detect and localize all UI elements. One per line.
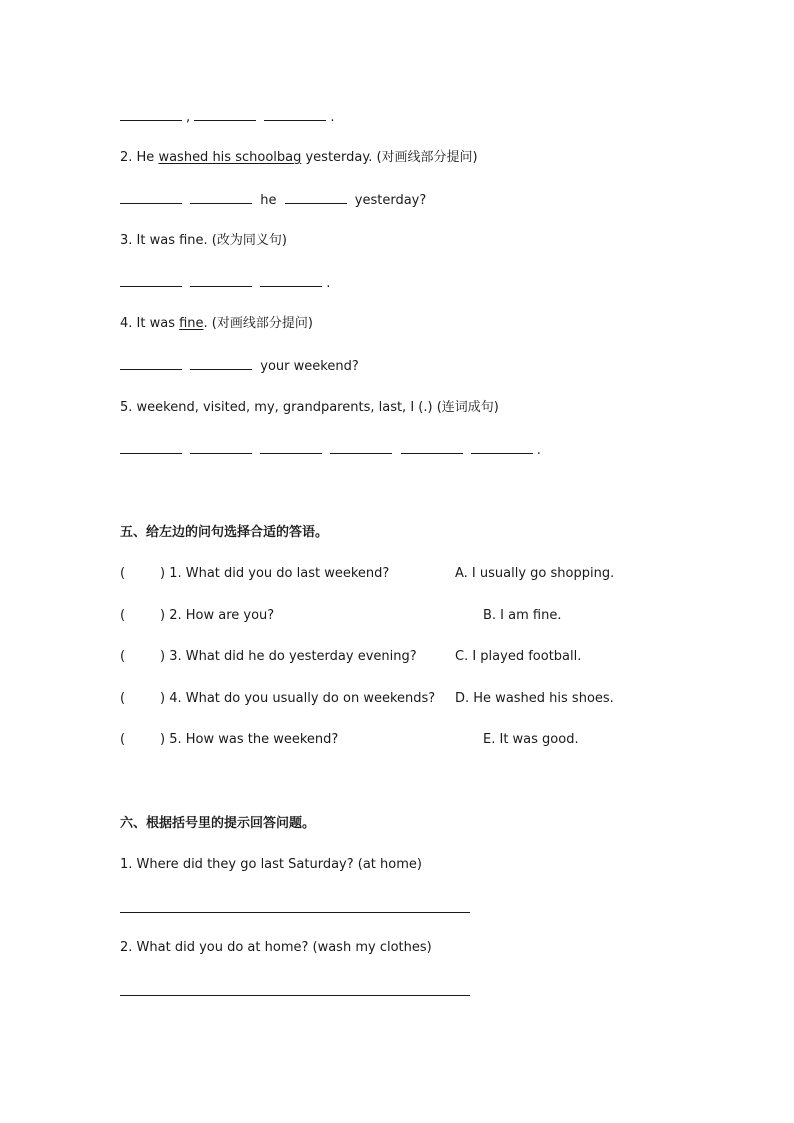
q2-prompt [120,149,478,167]
blank[interactable] [120,441,182,454]
match-option: C. I played football. [455,649,582,664]
section6-heading: 六、根据括号里的提示回答问题。 [120,816,316,831]
match-question: ) 1. What did you do last weekend? [160,566,390,581]
q2-rest: yesterday. (对画线部分提问) [301,150,478,165]
q5-prompt: 5. weekend, visited, my, grandparents, last, I (.) (连词成句) [120,400,499,415]
s6-q1: 1. Where did they go last Saturday? (at home) [120,857,422,872]
blank[interactable] [260,274,322,287]
blank[interactable] [120,274,182,287]
match-option: A. I usually go shopping. [455,566,615,581]
q4-answer-line [120,357,359,376]
answer-paren[interactable]: ( [120,608,126,623]
answer-paren[interactable]: ( [120,649,126,664]
match-row [120,690,435,708]
blank[interactable] [120,108,182,121]
q2-answer-line [120,191,426,210]
blank[interactable] [194,108,256,121]
answer-line[interactable] [120,912,470,913]
blank[interactable] [471,441,533,454]
q2-num: 2. He [120,150,159,165]
answer-paren[interactable]: ( [120,566,126,581]
blank[interactable] [401,441,463,454]
match-row [120,607,274,625]
period: . [330,110,335,125]
blank[interactable] [264,108,326,121]
section5-heading: 五、给左边的问句选择合适的答语。 [120,525,329,540]
blank[interactable] [190,441,252,454]
q3-prompt: 3. It was fine. (改为同义句) [120,233,287,248]
blank[interactable] [120,191,182,204]
q4-prompt [120,315,313,333]
blank[interactable] [260,441,322,454]
comma: , [186,110,191,125]
match-option: B. I am fine. [483,608,562,623]
period: . [536,443,541,458]
blank[interactable] [285,191,347,204]
blank[interactable] [120,357,182,370]
q1-answer-line [120,108,335,127]
answer-line[interactable] [120,995,470,996]
q4-answer-end: your weekend? [256,359,359,374]
s6-q2: 2. What did you do at home? (wash my clothes) [120,940,432,955]
match-option: E. It was good. [483,732,579,747]
match-question: ) 5. How was the weekend? [160,732,339,747]
match-question: ) 4. What do you usually do on weekends? [160,691,436,706]
q2-underlined: washed his schoolbag [158,150,302,165]
q4-num: 4. It was [120,316,180,331]
q2-answer-end: yesterday? [350,193,427,208]
match-row [120,565,389,583]
q5-answer-line [120,441,541,460]
answer-paren[interactable]: ( [120,691,126,706]
match-question: ) 2. How are you? [160,608,275,623]
blank[interactable] [190,191,252,204]
match-row [120,648,417,666]
q4-underlined: fine [179,316,204,331]
blank[interactable] [190,274,252,287]
blank[interactable] [190,357,252,370]
q2-answer-mid: he [256,193,281,208]
q3-answer-line [120,274,330,293]
q4-rest: . (对画线部分提问) [203,316,313,331]
answer-paren[interactable]: ( [120,732,126,747]
match-option: D. He washed his shoes. [455,691,614,706]
match-question: ) 3. What did he do yesterday evening? [160,649,417,664]
match-row [120,731,338,749]
blank[interactable] [330,441,392,454]
period: . [326,276,331,291]
